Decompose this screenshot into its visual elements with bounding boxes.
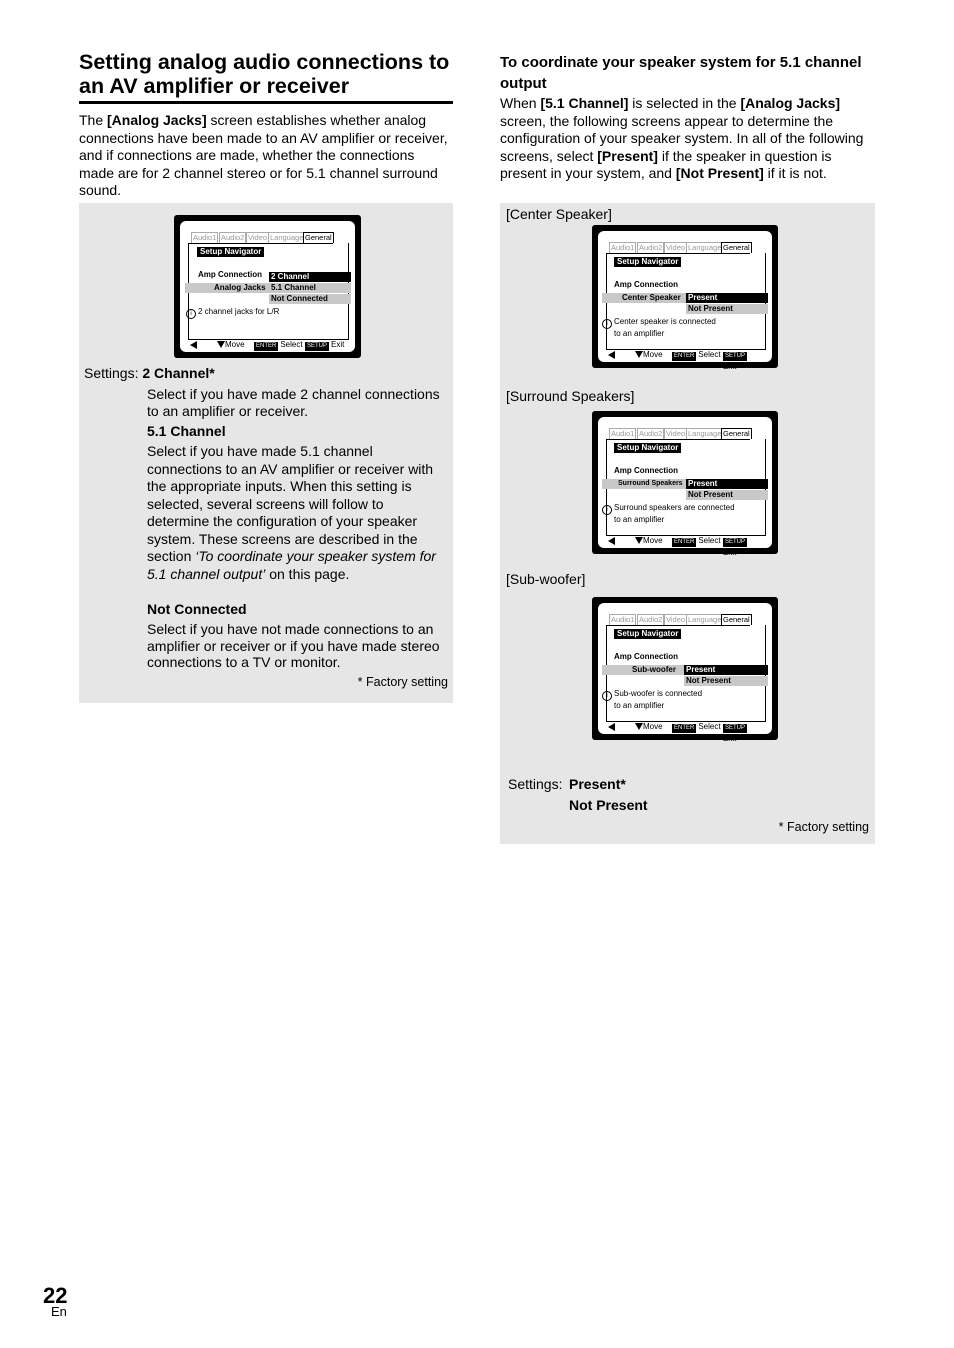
sub-woofer-osd-screen xyxy=(592,597,778,743)
tab-audio2: Audio2 xyxy=(639,243,663,252)
osd-help-text: i Surround speakers are connected to an amplifier xyxy=(602,503,735,525)
tab-audio2: Audio2 xyxy=(221,233,245,242)
osd-bottom-bar: Move ENTER Select SETUPExit xyxy=(608,721,762,732)
tab-audio2: Audio2 xyxy=(639,615,663,624)
back-arrow-icon xyxy=(608,723,615,731)
osd-bottom-bar: Move ENTER Select SETUPExit xyxy=(608,535,762,546)
right-intro: When [5.1 Channel] is selected in the [Analog Jacks] screen, the following screens appear to determine the configuration of your speaker system. In all of the following screens, select [Present] if the speaker in question is present in your system, and [Not Present] if it is not. xyxy=(500,95,864,181)
option-present: Present xyxy=(686,479,768,489)
setup-key-icon: SETUP xyxy=(725,539,746,545)
tab-video: Video xyxy=(248,233,268,242)
tab-language: Language xyxy=(270,233,304,242)
info-icon: i xyxy=(602,505,612,515)
tab-language: Language xyxy=(688,429,722,438)
right-settings-label: Settings: xyxy=(508,776,563,792)
sub-woofer-label: Sub-woofer xyxy=(632,665,676,674)
surround-speakers-label: Surround Speakers xyxy=(618,480,683,487)
option-2-channel: 2 Channel xyxy=(269,272,351,282)
setting-not-present: Not Present xyxy=(569,797,648,813)
tab-general: General xyxy=(723,243,750,252)
osd-help-text: i Sub-woofer is connected to an amplifier xyxy=(602,689,702,711)
center-speaker-caption: [Center Speaker] xyxy=(506,206,612,222)
amp-connection-heading: Amp Connection xyxy=(614,466,678,475)
amp-connection-heading: Amp Connection xyxy=(614,280,678,289)
setup-navigator-title: Setup Navigator xyxy=(614,629,681,639)
amp-connection-heading: Amp Connection xyxy=(198,270,262,279)
tab-audio1: Audio1 xyxy=(193,233,217,242)
back-arrow-icon xyxy=(190,341,197,349)
page-language: En xyxy=(51,1304,67,1319)
osd-bottom-bar: Move ENTER Select SETUPExit xyxy=(608,349,762,360)
down-arrow-icon xyxy=(635,351,643,358)
sub-woofer-caption: [Sub-woofer] xyxy=(506,571,586,587)
enter-key-icon: ENTER xyxy=(674,539,695,545)
setup-navigator-title: Setup Navigator xyxy=(614,257,681,267)
option-present: Present xyxy=(686,293,768,303)
surround-speakers-caption: [Surround Speakers] xyxy=(506,388,635,404)
enter-key-icon: ENTER xyxy=(674,725,695,731)
osd-bottom-bar: Move ENTER Select SETUP Exit xyxy=(190,339,345,350)
setup-key-icon: SETUP xyxy=(725,725,746,731)
back-arrow-icon xyxy=(608,351,615,359)
down-arrow-icon xyxy=(217,341,225,348)
osd-help-text: i Center speaker is connected to an amplifier xyxy=(602,317,716,339)
tab-video: Video xyxy=(666,243,686,252)
left-intro: The [Analog Jacks] screen establishes whether analog connections have been made to an AV amplifier or receiver, and if connections are made, whether the connections made are for 2 channel stereo or for 5.1 channel surround sound. xyxy=(79,112,448,198)
osd-help-text: i 2 channel jacks for L/R xyxy=(186,307,279,319)
tab-language: Language xyxy=(688,243,722,252)
surround-speakers-osd-screen xyxy=(592,411,778,557)
opt-2-channel-desc: Select if you have made 2 channel connections to an amplifier or receiver. xyxy=(147,386,440,419)
tab-general: General xyxy=(305,233,332,242)
opt-5-1-channel-title: 5.1 Channel xyxy=(147,423,226,439)
setup-navigator-title: Setup Navigator xyxy=(197,247,264,257)
option-not-present: Not Present xyxy=(686,304,768,314)
info-icon: i xyxy=(186,309,196,319)
left-section-title: Setting analog audio connections to an AV amplifier or receiver xyxy=(79,50,453,104)
info-icon: i xyxy=(602,691,612,701)
back-arrow-icon xyxy=(608,537,615,545)
tab-video: Video xyxy=(666,615,686,624)
analog-jacks-label: Analog Jacks xyxy=(214,283,266,292)
right-factory-note: * Factory setting xyxy=(778,820,869,834)
tab-language: Language xyxy=(688,615,722,624)
right-section-title: To coordinate your speaker system for 5.1 channel output xyxy=(500,54,862,92)
page-number: 22 xyxy=(43,1283,68,1308)
setup-key-icon: SETUP xyxy=(725,353,746,359)
enter-key-icon: ENTER xyxy=(256,343,277,349)
setup-navigator-title: Setup Navigator xyxy=(614,443,681,453)
down-arrow-icon xyxy=(635,723,643,730)
enter-key-icon: ENTER xyxy=(674,353,695,359)
tab-audio2: Audio2 xyxy=(639,429,663,438)
option-5-1-channel: 5.1 Channel xyxy=(269,283,351,293)
info-icon: i xyxy=(602,319,612,329)
opt-not-connected-desc: Select if you have not made connections to an amplifier or receiver or if you have made stereo connections to a TV or monitor. xyxy=(147,621,440,670)
setting-present: Present* xyxy=(569,776,626,792)
tab-audio1: Audio1 xyxy=(611,243,635,252)
tab-general: General xyxy=(723,429,750,438)
opt-not-connected-title: Not Connected xyxy=(147,601,247,617)
option-not-present: Not Present xyxy=(684,676,768,686)
tab-general: General xyxy=(723,615,750,624)
setup-key-icon: SETUP xyxy=(307,343,328,349)
option-not-present: Not Present xyxy=(686,490,768,500)
amp-connection-heading: Amp Connection xyxy=(614,652,678,661)
center-speaker-label: Center Speaker xyxy=(622,293,681,302)
tab-audio1: Audio1 xyxy=(611,615,635,624)
left-factory-note: * Factory setting xyxy=(357,675,448,689)
left-settings-label: Settings: 2 Channel* xyxy=(84,365,215,381)
option-not-connected: Not Connected xyxy=(269,294,351,304)
opt-5-1-channel-desc: Select if you have made 5.1 channel connections to an AV amplifier or receiver with the appropriate inputs. When this setting is selected, several screens will follow to determine the configuration of your speaker system. These screens are described in the section ‘To coordinate your speaker system for 5.1 channel output’ on this page. xyxy=(147,443,436,582)
tab-video: Video xyxy=(666,429,686,438)
option-present: Present xyxy=(684,665,768,675)
center-speaker-osd-screen xyxy=(592,225,778,371)
tab-audio1: Audio1 xyxy=(611,429,635,438)
analog-jacks-osd-screen xyxy=(174,215,361,358)
down-arrow-icon xyxy=(635,537,643,544)
